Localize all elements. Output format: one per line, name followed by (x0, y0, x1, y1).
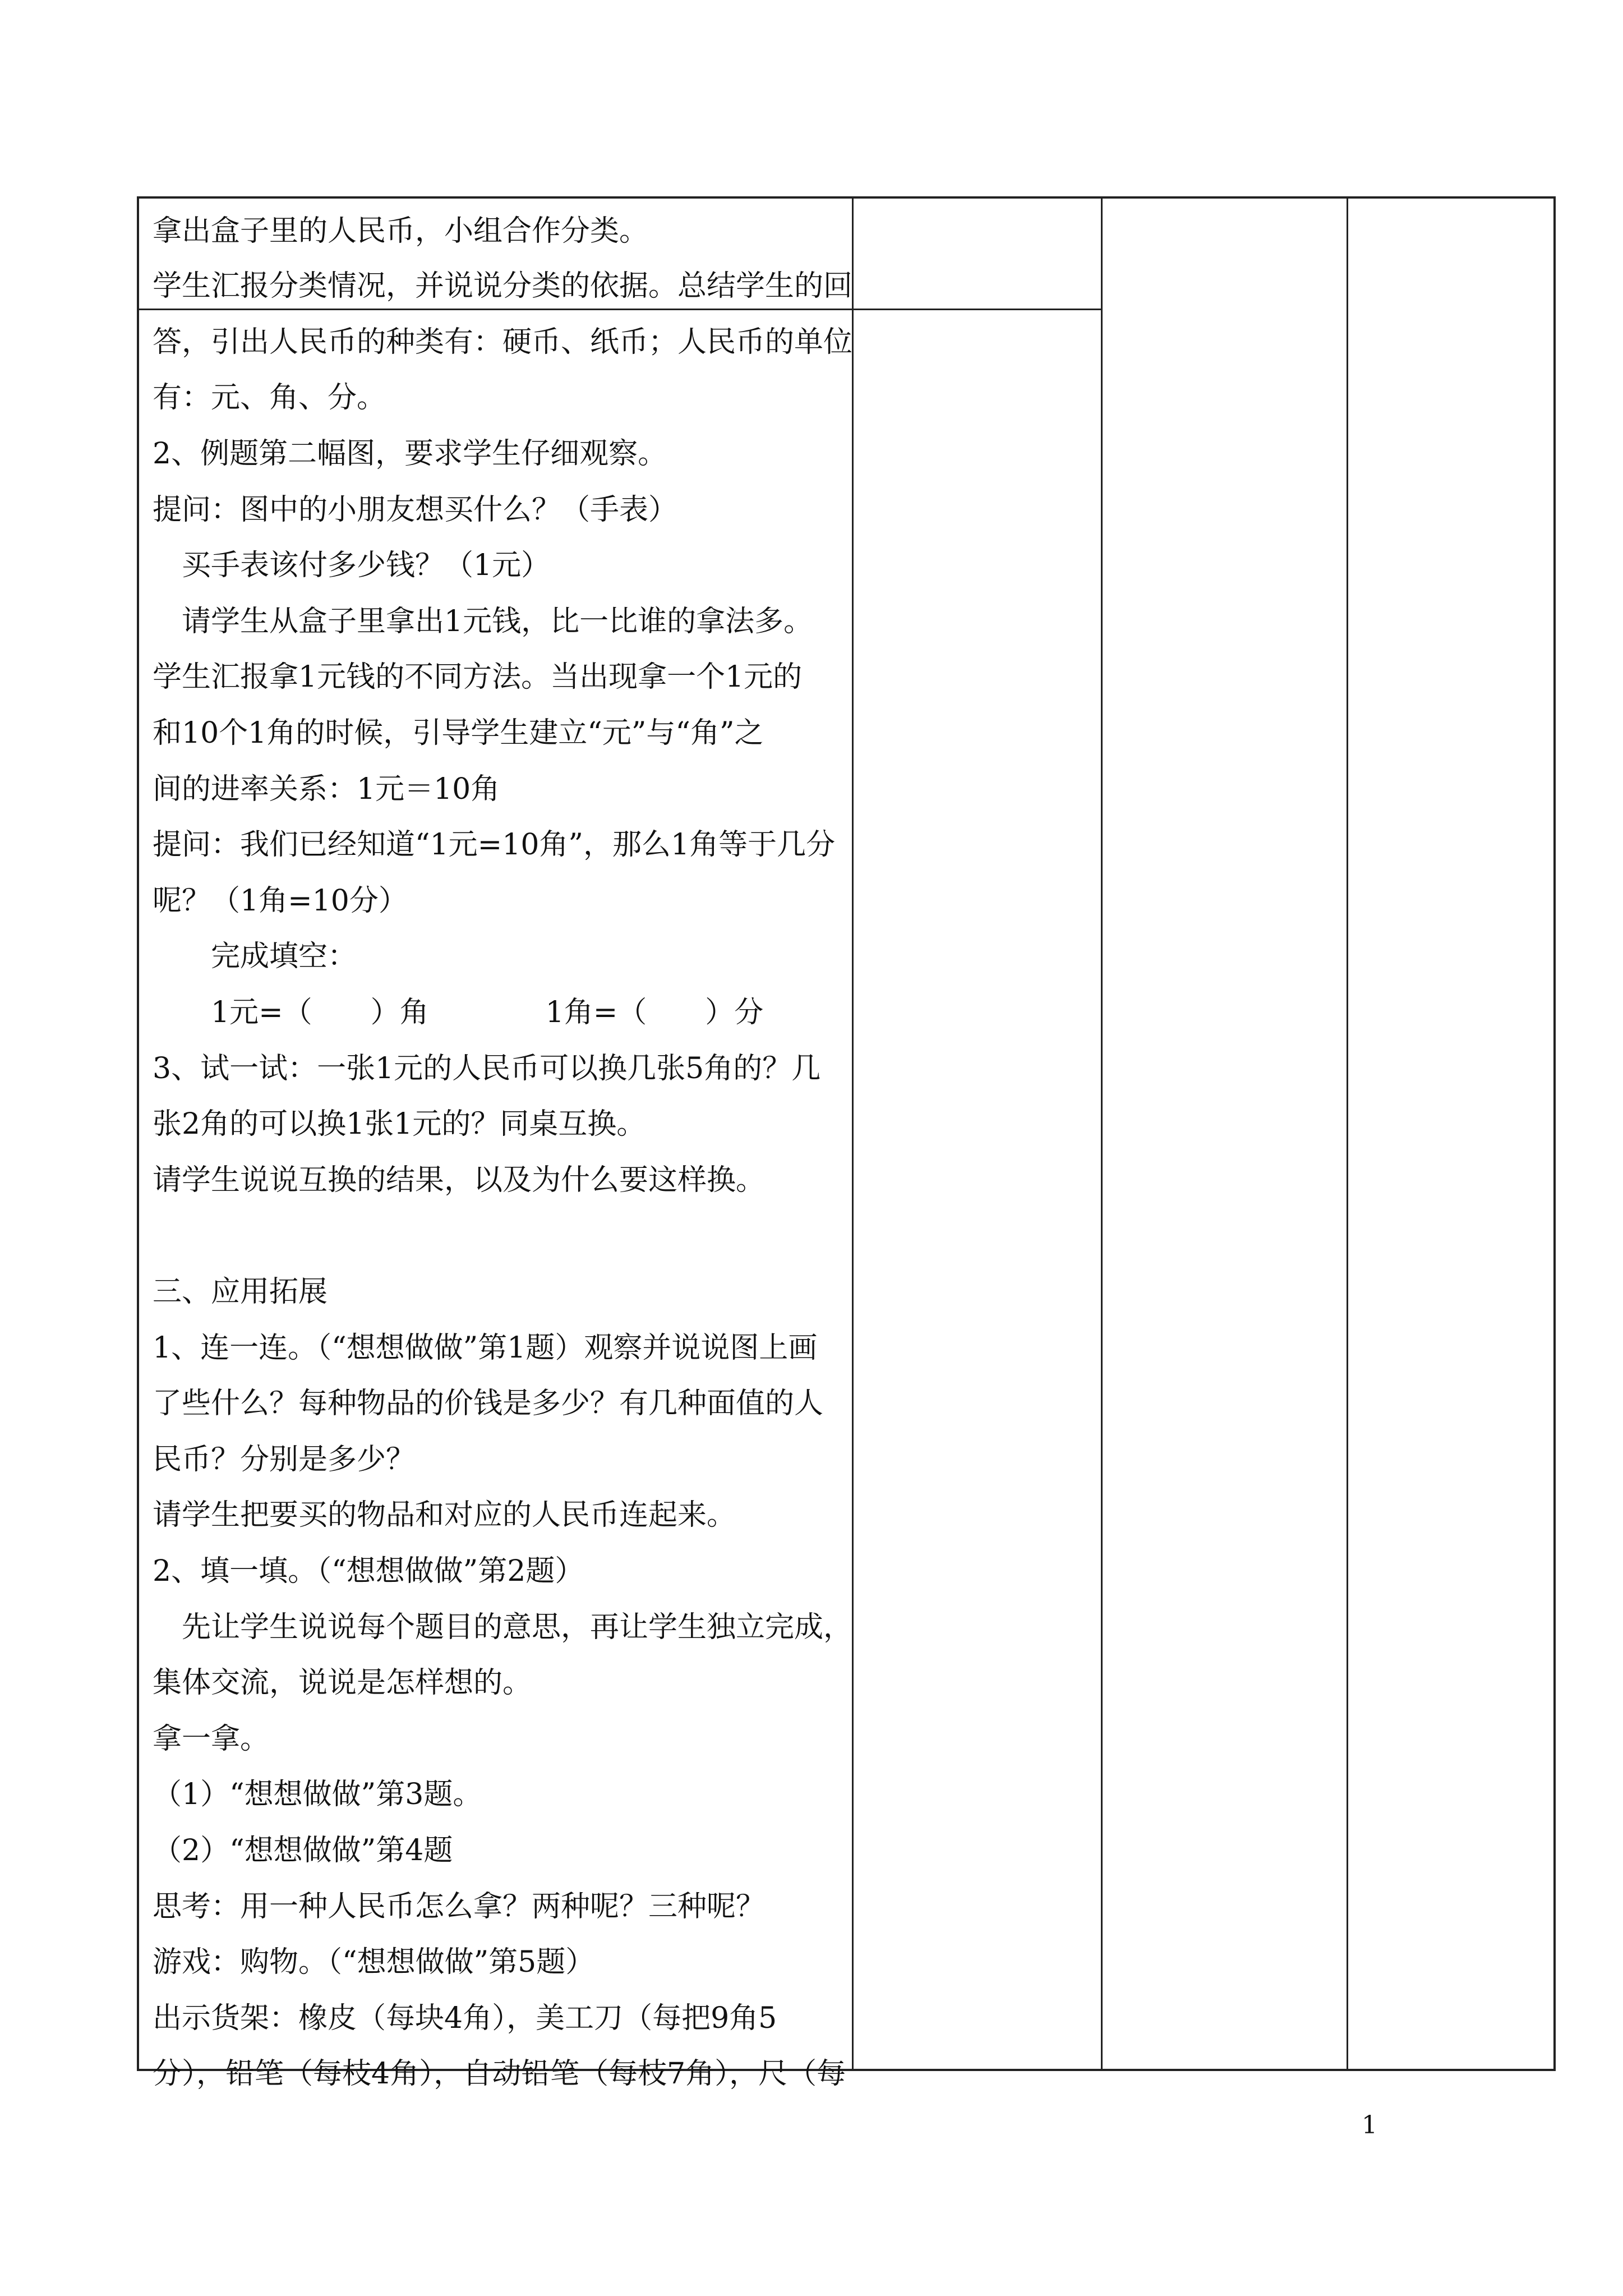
lesson-line: 呢？（1角=10分） (153, 884, 408, 918)
lesson-line: 思考：用一种人民币怎么拿？两种呢？三种呢？ (153, 1890, 766, 1924)
column-divider-3 (1347, 199, 1348, 2069)
page-number: 1 (1362, 2111, 1377, 2139)
lesson-line: 集体交流，说说是怎样想的。 (153, 1666, 532, 1700)
lesson-line: 三、应用拓展 (153, 1275, 328, 1309)
lesson-line: 先让学生说说每个题目的意思，再让学生独立完成， (153, 1611, 853, 1644)
lesson-line: 间的进率关系：1元＝10角 (153, 772, 500, 806)
lesson-line: 请学生说说互换的结果，以及为什么要这样换。 (153, 1163, 766, 1197)
lesson-line: 学生汇报拿1元钱的不同方法。当出现拿一个1元的 (153, 660, 803, 694)
lesson-line: 提问：我们已经知道“1元=10角”，那么1角等于几分 (153, 828, 836, 862)
lesson-line: 请学生从盒子里拿出1元钱，比一比谁的拿法多。 (153, 605, 813, 638)
lesson-line: 1、连一连。（“想想做做”第1题）观察并说说图上画 (153, 1331, 818, 1365)
lesson-line: 3、试一试：一张1元的人民币可以换几张5角的？几 (153, 1052, 821, 1085)
row-divider (139, 309, 1101, 310)
lesson-line: 拿出盒子里的人民币，小组合作分类。 (153, 214, 649, 248)
lesson-line: （1）“想想做做”第3题。 (153, 1778, 482, 1811)
lesson-line: 请学生把要买的物品和对应的人民币连起来。 (153, 1498, 736, 1532)
lesson-line: 买手表该付多少钱？（1元） (153, 549, 551, 582)
lesson-line: 游戏：购物。（“想想做做”第5题） (153, 1945, 595, 1979)
lesson-line: 有：元、角、分。 (153, 381, 386, 415)
lesson-line: 答，引出人民币的种类有：硬币、纸币；人民币的单位 (153, 325, 853, 359)
lesson-line: 分），铅笔（每枝4角），自动铅笔（每枝7角），尺（每 (153, 2057, 846, 2091)
lesson-line: 完成填空： (153, 940, 357, 973)
column-divider-1 (852, 199, 854, 2069)
lesson-line: 了些什么？每种物品的价钱是多少？有几种面值的人 (153, 1387, 824, 1420)
column-divider-2 (1101, 199, 1103, 2069)
lesson-line: 和10个1角的时候，引导学生建立“元”与“角”之 (153, 716, 764, 750)
lesson-line: 张2角的可以换1张1元的？同桌互换。 (153, 1107, 646, 1141)
lesson-line: （2）“想想做做”第4题 (153, 1834, 453, 1867)
lesson-line: 2、填一填。（“想想做做”第2题） (153, 1554, 584, 1588)
lesson-line: 民币？分别是多少？ (153, 1443, 416, 1476)
lesson-line: 出示货架：橡皮（每块4角），美工刀（每把9角5 (153, 2001, 777, 2035)
lesson-line: 拿一拿。 (153, 1722, 270, 1756)
lesson-line: 学生汇报分类情况，并说说分类的依据。总结学生的回 (153, 269, 853, 303)
lesson-line: 提问：图中的小朋友想买什么？（手表） (153, 493, 678, 527)
lesson-line: 1元=（ ）角 1角=（ ）分 (153, 996, 764, 1029)
lesson-line: 2、例题第二幅图，要求学生仔细观察。 (153, 437, 667, 471)
